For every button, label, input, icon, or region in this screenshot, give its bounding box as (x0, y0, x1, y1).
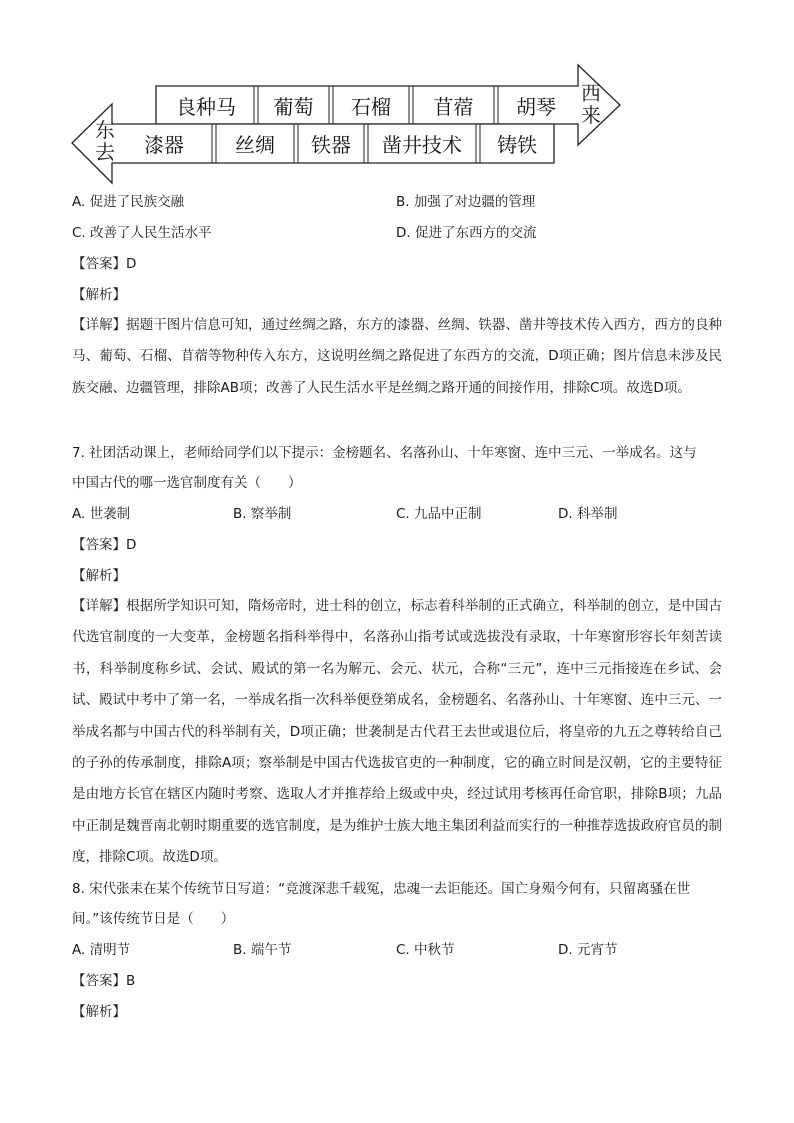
q6-option-d: D. 促进了东西方的交流 (396, 225, 537, 241)
east-item-1: 漆器 (144, 133, 184, 157)
q8-option-a: A. 清明节 (72, 942, 131, 958)
q8-analysis-heading: 【解析】 (72, 1004, 126, 1020)
west-item-4: 苜蓿 (433, 94, 474, 119)
q6-detail (72, 310, 722, 404)
q7-option-b: B. 察举制 (233, 506, 292, 522)
q7-answer: 【答案】D (72, 537, 137, 553)
q8-option-d: D. 元宵节 (558, 942, 618, 958)
east-label: 东去 (95, 118, 115, 164)
east-item-2: 丝绸 (235, 133, 275, 157)
q6-detail-tag: 【详解】 (72, 317, 127, 333)
q7-detail-tag: 【详解】 (72, 598, 127, 614)
west-label: 西来 (581, 81, 601, 127)
q6-option-c: C. 改善了人民生活水平 (72, 225, 212, 241)
q6-detail-text: 据题干图片信息可知，通过丝绸之路，东方的漆器、丝绸、铁器、凿井等技术传入西方，西方的良种马、葡萄、石榴、苜蓿等物种传入东方，这说明丝绸之路促进了东西方的交流，D项正确；图片信息未涉及民族交融、边疆管理，排除AB项；改善了人民生活水平是丝绸之路开通的间接作用，排除C项。故选D项。 (72, 317, 723, 396)
west-item-1: 良种马 (176, 94, 236, 119)
q8-answer: 【答案】B (72, 973, 136, 989)
east-item-4: 凿井技术 (382, 133, 462, 157)
west-item-5: 胡琴 (516, 94, 556, 119)
q7-option-c: C. 九品中正制 (396, 506, 482, 522)
q7-analysis-heading: 【解析】 (72, 568, 126, 584)
q7-stem-line-2: 中国古代的哪一选官制度有关（ ） (72, 475, 302, 491)
q6-option-a: A. 促进了民族交融 (72, 194, 185, 210)
east-item-3: 铁器 (311, 133, 351, 157)
q6-analysis-heading: 【解析】 (72, 287, 126, 303)
q6-answer: 【答案】D (72, 256, 137, 272)
q8-option-c: C. 中秋节 (396, 942, 455, 958)
q7-option-d: D. 科举制 (558, 506, 618, 522)
q6-option-b: B. 加强了对边疆的管理 (396, 194, 536, 210)
east-item-5: 铸铁 (497, 133, 537, 157)
q7-detail (72, 591, 722, 874)
silk-road-exchange-diagram (70, 62, 630, 187)
q8-option-b: B. 端午节 (233, 942, 292, 958)
q8-stem-line-1: 8. 宋代张耒在某个传统节日写道：“竞渡深悲千载冤，忠魂一去讵能还。国亡身殒今何有，只留离骚在世 (72, 881, 691, 897)
q7-detail-text: 根据所学知识可知，隋炀帝时，进士科的创立，标志着科举制的正式确立，科举制的创立，是中国古代选官制度的一大变革，金榜题名指科举得中，名落孙山指考试或选拔没有录取，十年寒窗形容长年刻苦读书，科举制度称乡试、会试、殿试的第一名为解元、会元、状元，合称“三元”，连中三元指接连在乡试、会试、殿试中考中了第一名，一举成名指一次科举便登第成名，金榜题名、名落孙山、十年寒窗、连中三元、一举成名都与中国古代的科举制有关，D项正确；世袭制是古代君王去世或退位后，将皇帝的九五之尊转给自己的子孙的传承制度，排除A项；察举制是中国古代选拔官吏的一种制度，它的确立时间是汉朝，它的主要特征是由地方长官在辖区内随时考察、选取人才并推荐给上级或中央，经过试用考核再任命官职，排除B项；九品中正制是魏晋南北朝时期重要的选官制度，是为维护士族大地主集团利益而实行的一种推荐选拔政府官员的制度，排除C项。故选D项。 (72, 598, 723, 866)
q7-option-a: A. 世袭制 (72, 506, 131, 522)
west-item-3: 石榴 (351, 94, 391, 119)
q7-stem-line-1: 7. 社团活动课上，老师给同学们以下提示：金榜题名、名落孙山、十年寒窗、连中三元、一举成名。这与 (72, 445, 697, 461)
west-item-2: 葡萄 (273, 94, 314, 119)
q8-stem-line-2: 间。”该传统节日是（ ） (72, 911, 235, 927)
